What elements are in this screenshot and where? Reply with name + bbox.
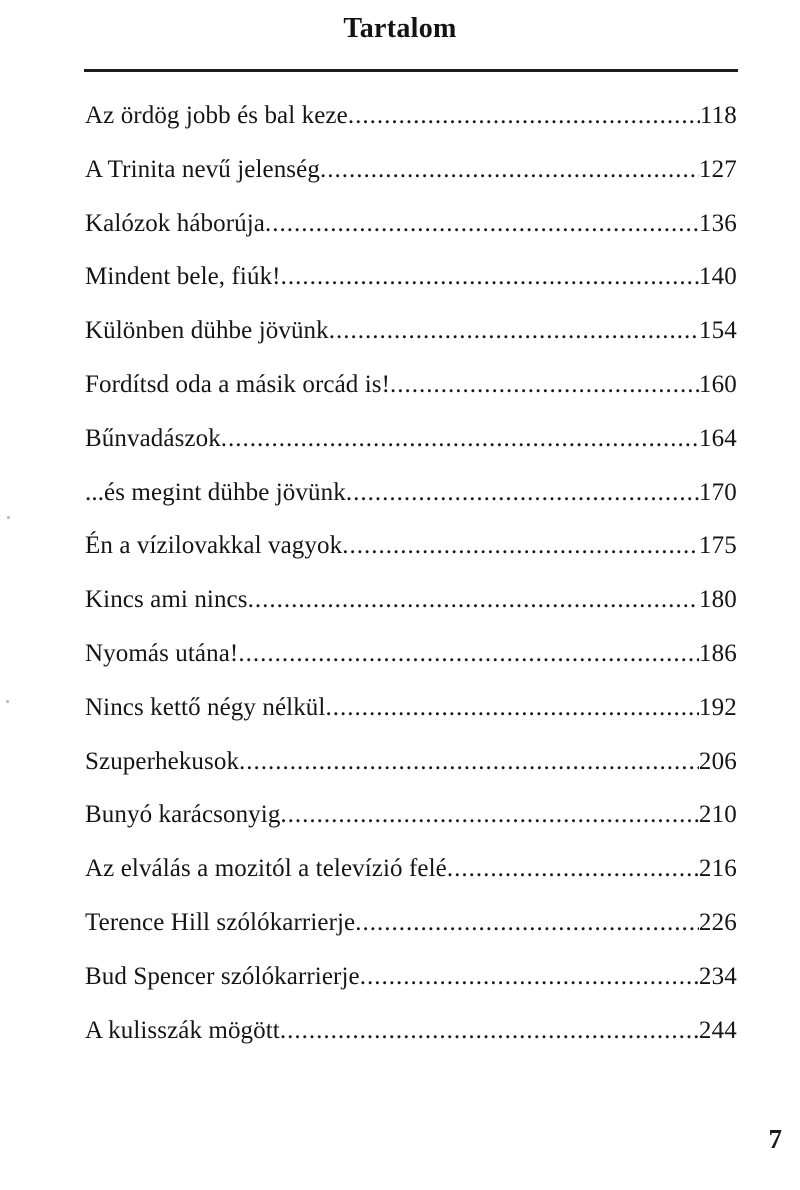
- toc-entry-title: Különben dühbe jövünk: [85, 317, 329, 345]
- toc-entry: [85, 896, 737, 950]
- toc-list: [85, 72, 737, 1057]
- toc-entry-page: 127: [698, 155, 737, 183]
- toc-entry-page: 154: [698, 317, 737, 345]
- toc-entry-page: 175: [698, 532, 737, 560]
- toc-entry-page: 234: [698, 962, 737, 990]
- toc-entry: [85, 519, 737, 573]
- toc-entry: [85, 627, 737, 681]
- dot-leader: [355, 896, 699, 950]
- toc-entry-title: A kulisszák mögött: [85, 1016, 280, 1044]
- toc-entry-page: 216: [698, 855, 737, 883]
- toc-entry-title: Szuperhekusok: [85, 747, 240, 775]
- toc-entry-page: 210: [698, 801, 737, 829]
- dot-leader: [238, 627, 699, 681]
- toc-entry-title: A Trinita nevű jelenség: [85, 155, 320, 183]
- toc-entry: [85, 950, 737, 1004]
- dot-leader: [325, 681, 698, 735]
- toc-entry-title: Kincs ami nincs: [85, 586, 248, 614]
- scan-speck: [6, 700, 9, 703]
- dot-leader: [348, 89, 700, 143]
- toc-entry-page: 136: [698, 209, 737, 237]
- toc-entry-title: Én a vízilovakkal vagyok: [85, 532, 343, 560]
- toc-entry: [85, 143, 737, 197]
- dot-leader: [329, 304, 699, 358]
- dot-leader: [281, 250, 699, 304]
- toc-entry-title: Bűnvadászok: [85, 424, 221, 452]
- toc-entry: [85, 1004, 737, 1058]
- toc-entry-page: 140: [698, 263, 737, 291]
- toc-entry-page: 226: [698, 908, 737, 936]
- toc-entry: [85, 412, 737, 466]
- toc-entry-title: Bunyó karácsonyig: [85, 801, 281, 829]
- toc-entry: [85, 358, 737, 412]
- toc-entry-title: Fordítsd oda a másik orcád is!: [85, 370, 391, 398]
- toc-entry-title: Terence Hill szólókarrierje: [85, 908, 356, 936]
- dot-leader: [248, 573, 699, 627]
- toc-entry-page: 160: [698, 370, 737, 398]
- dot-leader: [239, 735, 699, 789]
- toc-entry: [85, 466, 737, 520]
- toc-entry-page: 170: [698, 478, 737, 506]
- dot-leader: [221, 412, 699, 466]
- toc-entry-title: Kalózok háborúja: [85, 209, 266, 237]
- toc-entry-title: Nyomás utána!: [85, 639, 239, 667]
- toc-entry-page: 118: [699, 102, 737, 129]
- toc-entry-title: Az elválás a mozitól a televízió felé: [85, 855, 447, 883]
- dot-leader: [280, 1004, 699, 1058]
- toc-entry-page: 206: [698, 747, 737, 775]
- toc-entry: [85, 89, 737, 143]
- toc-entry-page: 244: [698, 1016, 737, 1044]
- toc-entry: [85, 250, 737, 304]
- folio-page-number: 7: [768, 1124, 782, 1154]
- scan-speck: [7, 516, 10, 519]
- dot-leader: [342, 519, 699, 573]
- toc-entry-title: Bud Spencer szólókarrierje: [85, 962, 360, 990]
- dot-leader: [390, 358, 699, 412]
- toc-entry-page: 180: [698, 586, 737, 614]
- toc-entry-page: 192: [698, 693, 737, 721]
- toc-entry: [85, 788, 737, 842]
- dot-leader: [320, 143, 699, 197]
- dot-leader: [280, 788, 698, 842]
- toc-entry-title: Nincs kettő négy nélkül: [85, 693, 326, 721]
- toc-entry-page: 186: [698, 639, 737, 667]
- dot-leader: [360, 950, 699, 1004]
- page-title: Tartalom: [343, 13, 457, 44]
- toc-entry: [85, 681, 737, 735]
- toc-entry: [85, 573, 737, 627]
- toc-entry-title: Mindent bele, fiúk!: [85, 263, 281, 291]
- toc-entry-page: 164: [698, 424, 737, 452]
- toc-entry-title: Az ördög jobb és bal keze: [85, 102, 348, 129]
- toc-entry: [85, 735, 737, 789]
- dot-leader: [346, 466, 699, 520]
- dot-leader: [447, 842, 699, 896]
- toc-entry: [85, 304, 737, 358]
- toc-entry-title: ...és megint dühbe jövünk: [85, 478, 346, 506]
- toc-entry: [85, 197, 737, 251]
- toc-entry: [85, 842, 737, 896]
- dot-leader: [265, 197, 699, 251]
